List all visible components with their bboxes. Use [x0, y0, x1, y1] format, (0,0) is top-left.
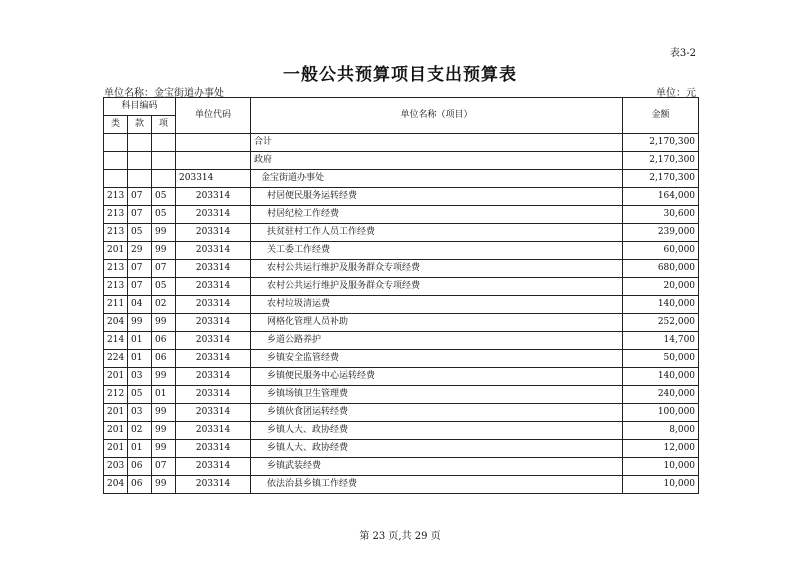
cell-lei: 201 — [104, 368, 128, 386]
cell-amount: 12,000 — [623, 440, 699, 458]
cell-kuan: 29 — [128, 242, 152, 260]
cell-kuan: 06 — [128, 458, 152, 476]
table-row — [104, 332, 699, 350]
page-title: 一般公共预算项目支出预算表 — [283, 65, 517, 85]
cell-project-name: 乡镇武装经费 — [251, 458, 623, 476]
cell-kuan: 01 — [128, 440, 152, 458]
table-row — [104, 188, 699, 206]
table-row — [104, 350, 699, 368]
cell-xiang: 06 — [152, 350, 176, 368]
cell-xiang: 99 — [152, 476, 176, 494]
table-body — [104, 134, 699, 494]
cell-xiang: 99 — [152, 224, 176, 242]
cell-amount: 239,000 — [623, 224, 699, 242]
cell-xiang: 99 — [152, 368, 176, 386]
cell-unit-code: 203314 — [176, 296, 251, 314]
cell-amount: 60,000 — [623, 242, 699, 260]
cell-kuan: 99 — [128, 314, 152, 332]
cell-amount: 100,000 — [623, 404, 699, 422]
cell-unit-code: 203314 — [176, 350, 251, 368]
cell-unit-code: 203314 — [176, 458, 251, 476]
cell-unit-code: 203314 — [176, 422, 251, 440]
cell-amount: 164,000 — [623, 188, 699, 206]
cell-project-name: 依法治县乡镇工作经费 — [251, 476, 623, 494]
table-row — [104, 278, 699, 296]
cell-amount: 10,000 — [623, 458, 699, 476]
cell-kuan — [128, 152, 152, 170]
cell-kuan: 06 — [128, 476, 152, 494]
cell-lei — [104, 152, 128, 170]
cell-xiang: 05 — [152, 278, 176, 296]
cell-unit-code: 203314 — [176, 404, 251, 422]
cell-xiang: 02 — [152, 296, 176, 314]
cell-unit-code: 203314 — [176, 206, 251, 224]
cell-lei: 213 — [104, 260, 128, 278]
table-number: 表3-2 — [669, 48, 696, 59]
table-row — [104, 422, 699, 440]
cell-project-name: 乡镇人大、政协经费 — [251, 422, 623, 440]
cell-unit-code: 203314 — [176, 242, 251, 260]
cell-unit-code: 203314 — [176, 440, 251, 458]
cell-unit-code: 203314 — [176, 260, 251, 278]
cell-project-name: 政府 — [251, 152, 623, 170]
cell-project-name: 村居纪检工作经费 — [251, 206, 623, 224]
budget-table — [103, 97, 699, 494]
cell-project-name: 关工委工作经费 — [251, 242, 623, 260]
cell-xiang: 07 — [152, 260, 176, 278]
header-kuan: 款 — [128, 116, 152, 134]
currency-unit: 单位：元 — [656, 88, 696, 99]
cell-amount: 240,000 — [623, 386, 699, 404]
cell-lei: 204 — [104, 476, 128, 494]
cell-kuan: 07 — [128, 278, 152, 296]
cell-xiang — [152, 152, 176, 170]
cell-kuan: 05 — [128, 224, 152, 242]
cell-xiang: 99 — [152, 242, 176, 260]
cell-unit-code: 203314 — [176, 224, 251, 242]
cell-unit-code: 203314 — [176, 386, 251, 404]
page-footer: 第 23 页,共 29 页 — [359, 531, 441, 542]
cell-lei: 201 — [104, 440, 128, 458]
cell-project-name: 扶贫驻村工作人员工作经费 — [251, 224, 623, 242]
cell-xiang: 99 — [152, 314, 176, 332]
cell-lei: 212 — [104, 386, 128, 404]
cell-amount: 680,000 — [623, 260, 699, 278]
cell-lei: 204 — [104, 314, 128, 332]
table-row — [104, 458, 699, 476]
cell-unit-code: 203314 — [176, 476, 251, 494]
cell-amount: 50,000 — [623, 350, 699, 368]
cell-kuan: 07 — [128, 188, 152, 206]
cell-unit-code: 203314 — [176, 368, 251, 386]
table-header — [104, 98, 699, 134]
cell-kuan: 03 — [128, 368, 152, 386]
cell-amount: 2,170,300 — [623, 134, 699, 152]
cell-amount: 252,000 — [623, 314, 699, 332]
unit-name: 单位名称：金宝街道办事处 — [104, 88, 224, 99]
cell-amount: 30,600 — [623, 206, 699, 224]
table-row — [104, 242, 699, 260]
table-row — [104, 368, 699, 386]
cell-project-name: 农村公共运行维护及服务群众专项经费 — [251, 260, 623, 278]
cell-project-name: 乡镇场镇卫生管理费 — [251, 386, 623, 404]
table-row — [104, 314, 699, 332]
cell-lei: 213 — [104, 278, 128, 296]
header-xiang: 项 — [152, 116, 176, 134]
cell-project-name: 乡镇伙食团运转经费 — [251, 404, 623, 422]
cell-xiang: 99 — [152, 422, 176, 440]
cell-lei — [104, 134, 128, 152]
cell-amount: 140,000 — [623, 368, 699, 386]
cell-xiang: 06 — [152, 332, 176, 350]
cell-kuan — [128, 134, 152, 152]
cell-kuan: 01 — [128, 350, 152, 368]
cell-xiang: 99 — [152, 404, 176, 422]
table-row — [104, 440, 699, 458]
cell-lei: 213 — [104, 224, 128, 242]
cell-amount: 20,000 — [623, 278, 699, 296]
cell-project-name: 乡镇安全监管经费 — [251, 350, 623, 368]
cell-project-name: 合计 — [251, 134, 623, 152]
summary-row — [104, 170, 699, 188]
cell-amount: 2,170,300 — [623, 152, 699, 170]
table-row — [104, 386, 699, 404]
cell-project-name: 网格化管理人员补助 — [251, 314, 623, 332]
cell-lei: 211 — [104, 296, 128, 314]
header-unit-project: 单位名称（项目） — [251, 98, 623, 134]
cell-unit-code — [176, 152, 251, 170]
cell-kuan — [128, 170, 152, 188]
cell-project-name: 农村公共运行维护及服务群众专项经费 — [251, 278, 623, 296]
cell-amount: 140,000 — [623, 296, 699, 314]
cell-kuan: 04 — [128, 296, 152, 314]
header-unit-code: 单位代码 — [176, 98, 251, 134]
cell-project-name: 农村垃圾清运费 — [251, 296, 623, 314]
cell-lei: 201 — [104, 404, 128, 422]
table-row — [104, 404, 699, 422]
summary-row — [104, 152, 699, 170]
cell-amount: 8,000 — [623, 422, 699, 440]
table-row — [104, 224, 699, 242]
cell-lei: 213 — [104, 206, 128, 224]
cell-project-name: 村居便民服务运转经费 — [251, 188, 623, 206]
cell-xiang: 99 — [152, 440, 176, 458]
cell-kuan: 01 — [128, 332, 152, 350]
cell-lei: 203 — [104, 458, 128, 476]
cell-xiang: 01 — [152, 386, 176, 404]
cell-project-name: 乡镇人大、政协经费 — [251, 440, 623, 458]
cell-xiang: 05 — [152, 188, 176, 206]
cell-lei: 213 — [104, 188, 128, 206]
table-row — [104, 206, 699, 224]
cell-unit-code: 203314 — [176, 170, 251, 188]
cell-amount: 14,700 — [623, 332, 699, 350]
cell-kuan: 07 — [128, 206, 152, 224]
header-amount: 金额 — [623, 98, 699, 134]
cell-amount: 10,000 — [623, 476, 699, 494]
cell-project-name: 乡道公路养护 — [251, 332, 623, 350]
cell-unit-code — [176, 134, 251, 152]
cell-project-name: 金宝街道办事处 — [251, 170, 623, 188]
cell-kuan: 07 — [128, 260, 152, 278]
table-row — [104, 476, 699, 494]
cell-unit-code: 203314 — [176, 332, 251, 350]
cell-lei: 224 — [104, 350, 128, 368]
cell-amount: 2,170,300 — [623, 170, 699, 188]
cell-unit-code: 203314 — [176, 188, 251, 206]
cell-xiang — [152, 134, 176, 152]
table-row — [104, 260, 699, 278]
cell-kuan: 02 — [128, 422, 152, 440]
cell-unit-code: 203314 — [176, 278, 251, 296]
summary-row — [104, 134, 699, 152]
header-lei: 类 — [104, 116, 128, 134]
cell-unit-code: 203314 — [176, 314, 251, 332]
cell-lei: 201 — [104, 242, 128, 260]
table-row — [104, 296, 699, 314]
cell-lei: 214 — [104, 332, 128, 350]
cell-xiang: 05 — [152, 206, 176, 224]
cell-lei: 201 — [104, 422, 128, 440]
cell-kuan: 03 — [128, 404, 152, 422]
cell-kuan: 05 — [128, 386, 152, 404]
cell-lei — [104, 170, 128, 188]
header-subject-code: 科目编码 — [104, 98, 176, 116]
cell-xiang: 07 — [152, 458, 176, 476]
cell-xiang — [152, 170, 176, 188]
cell-project-name: 乡镇便民服务中心运转经费 — [251, 368, 623, 386]
